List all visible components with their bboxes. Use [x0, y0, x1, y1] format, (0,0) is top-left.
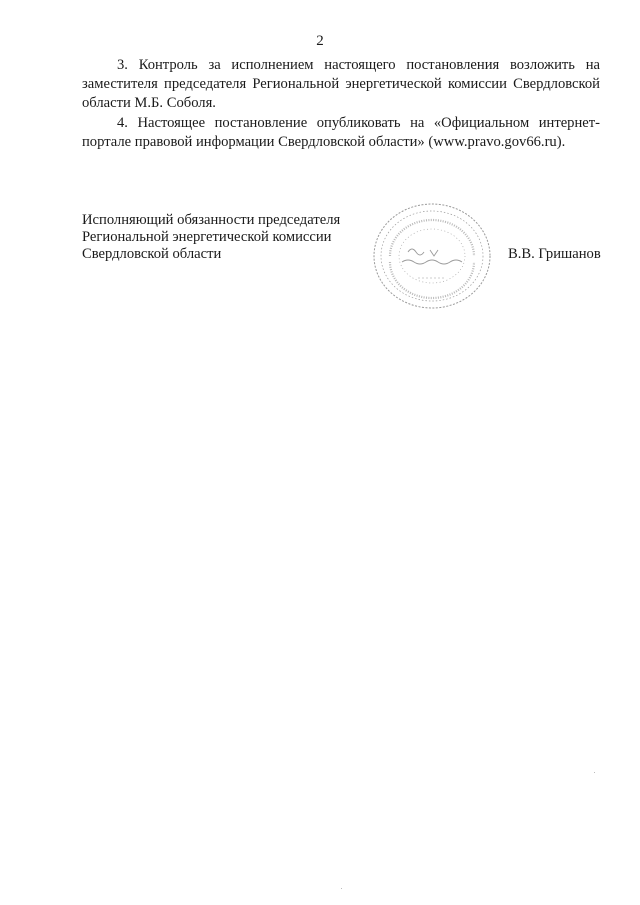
paragraph-4-text: 4. Настоящее постановление опубликовать на «Официальном интернет-портале правовой информации Свердловской области» (www.pravo.gov66.ru).	[82, 115, 600, 150]
page-number: 2	[316, 33, 324, 49]
paragraph-4	[82, 114, 600, 152]
signatory-title-line: Свердловской области	[82, 246, 222, 262]
scan-speck	[341, 888, 342, 889]
scan-speck	[594, 772, 595, 773]
signatory-title	[82, 212, 372, 263]
signatory-title-line: Региональной энергетической комиссии	[82, 229, 332, 245]
official-seal-stamp	[368, 200, 496, 312]
paragraph-3-text: 3. Контроль за исполнением настоящего постановления возложить на заместителя председателя Региональной энергетической комиссии Свердловской области М.Б. Соболя.	[82, 57, 600, 111]
signatory-title-line: Исполняющий обязанности председателя	[82, 212, 341, 228]
paragraph-3	[82, 56, 600, 113]
signatory-name: В.В. Гришанов	[508, 246, 601, 262]
